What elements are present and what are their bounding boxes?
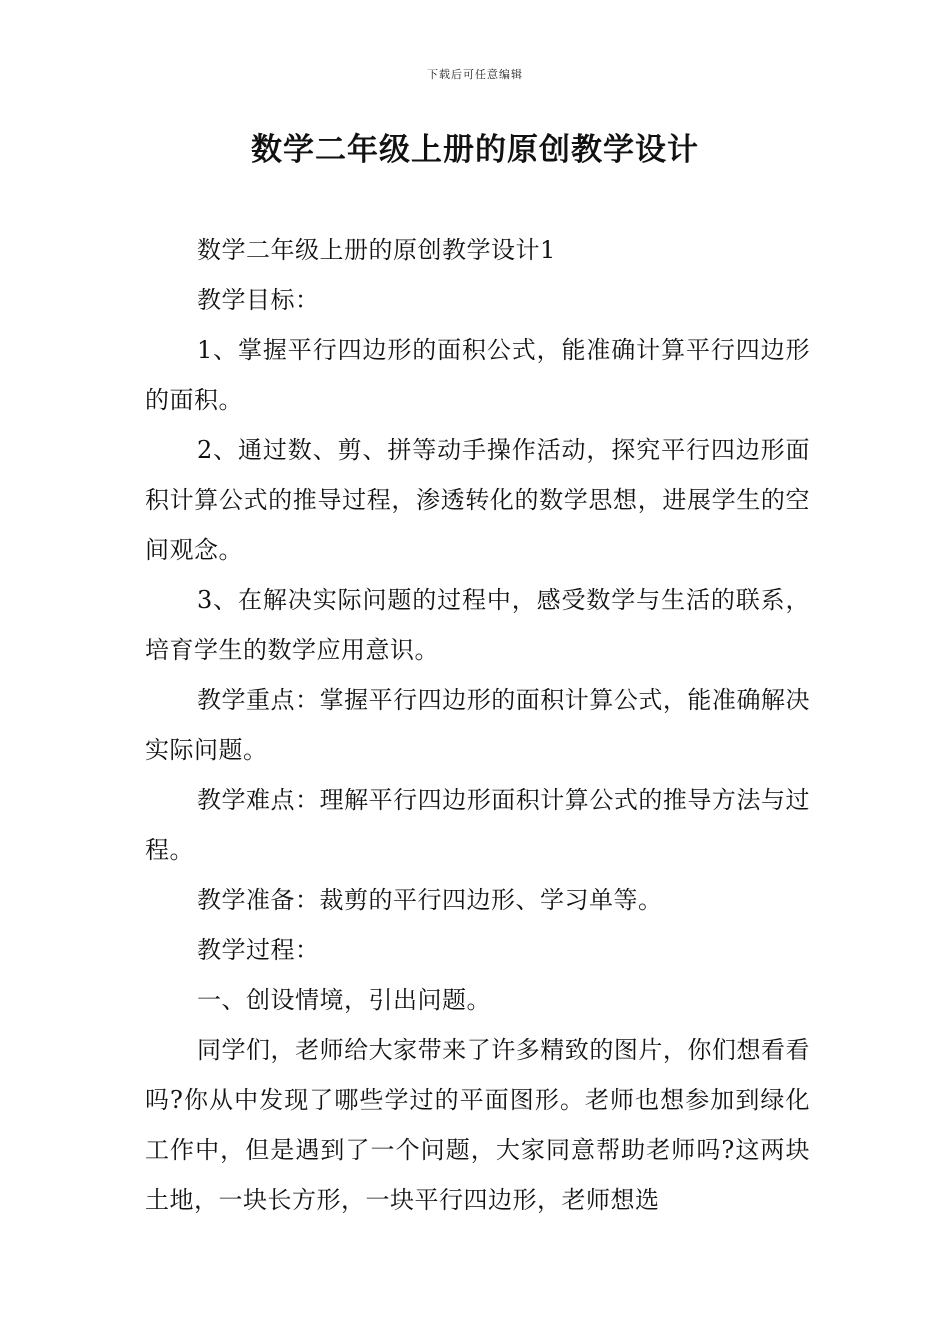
document-body [145, 225, 810, 1225]
paragraph-objective-1: 1、掌握平行四边形的面积公式，能准确计算平行四边形的面积。 [145, 336, 810, 414]
header-note: 下载后可任意编辑 [427, 68, 523, 81]
paragraph-objective-3: 3、在解决实际问题的过程中，感受数学与生活的联系，培育学生的数学应用意识。 [145, 586, 810, 664]
paragraph-subtitle: 数学二年级上册的原创教学设计1 [197, 236, 556, 264]
paragraph-key-points: 教学重点：掌握平行四边形的面积计算公式，能准确解决实际问题。 [145, 686, 810, 764]
paragraph-process-heading: 教学过程： [197, 936, 320, 964]
paragraph-difficulties: 教学难点：理解平行四边形面积计算公式的推导方法与过程。 [145, 786, 810, 864]
paragraph-intro-story: 同学们，老师给大家带来了许多精致的图片，你们想看看吗?你从中发现了哪些学过的平面图形。老师也想参加到绿化工作中，但是遇到了一个问题，大家同意帮助老师吗?这两块土地，一块长方形，一块平行四边形，老师想选 [145, 1036, 810, 1214]
paragraph-objectives-heading: 教学目标： [197, 286, 320, 314]
document-title: 数学二年级上册的原创教学设计 [251, 132, 699, 168]
paragraph-objective-2: 2、通过数、剪、拼等动手操作活动，探究平行四边形面积计算公式的推导过程，渗透转化的数学思想，进展学生的空间观念。 [145, 436, 810, 564]
paragraph-preparation: 教学准备：裁剪的平行四边形、学习单等。 [197, 886, 663, 914]
paragraph-section-1-heading: 一、创设情境，引出问题。 [197, 986, 491, 1014]
